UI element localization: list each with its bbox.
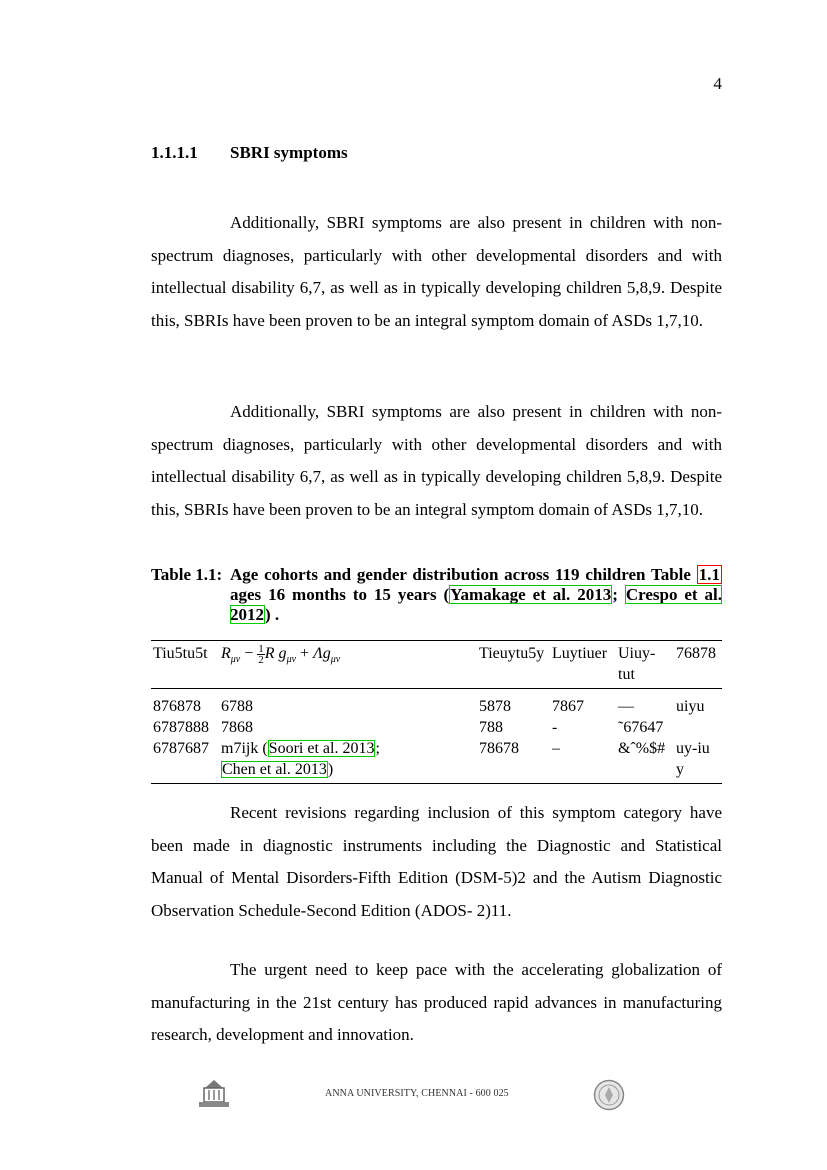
table-header-cell: 76878: [676, 645, 716, 662]
body-paragraph: Additionally, SBRI symptoms are also present in children with non-spectrum diagnoses, particularly with other developmental disorders and with intellectual disability 6,7, as well as in typically developing children 5,8,9. Despite this, SBRIs have been proven to be an integral symptom domain of ASDs 1,7,10.: [151, 213, 722, 330]
body-paragraph: Additionally, SBRI symptoms are also present in children with non-spectrum diagnoses, particularly with other developmental disorders and with intellectual disability 6,7, as well as in typically developing children 5,8,9. Despite this, SBRIs have been proven to be an integral symptom domain of ASDs 1,7,10.: [151, 402, 722, 519]
table-header-cell: Tieuytu5y: [479, 645, 545, 662]
citation-link[interactable]: Soori et al. 2013: [268, 740, 375, 757]
table-cell: &ˆ%$#: [618, 740, 666, 757]
section-title: SBRI symptoms: [230, 143, 348, 162]
table-row: [151, 689, 722, 718]
citation-link[interactable]: Crespo et al. 2012: [230, 585, 722, 624]
table-cell: -: [552, 719, 558, 736]
footer-institution: ANNA UNIVERSITY, CHENNAI - 600 025: [325, 1088, 509, 1099]
table-cell: 78678: [479, 740, 519, 757]
table-cell: 7868: [221, 719, 253, 736]
table-cell: uy-iuy: [676, 740, 710, 778]
table-cell: —: [618, 698, 634, 715]
table-cell: uiyu: [676, 698, 705, 715]
table-cell: 6787687: [153, 740, 209, 757]
table-header-cell: Uiuy-tut: [618, 645, 656, 683]
page-number: 4: [713, 74, 722, 93]
table-cell: 5878: [479, 698, 511, 715]
table-row: [151, 717, 722, 738]
citation-link[interactable]: Chen et al. 2013: [222, 761, 327, 778]
university-seal-icon: [593, 1079, 625, 1111]
table-cell: 7867: [552, 698, 584, 715]
table-cell: 6787888: [153, 719, 209, 736]
table-cell: 788: [479, 719, 503, 736]
table-row: [151, 738, 722, 784]
table-header-cell: Tiu5tu5t: [153, 645, 208, 662]
table-cell: –: [552, 740, 560, 757]
table-header-formula: $R_{\mu\nu}$ − $\frac{1}{2}$ R $g_{\mu\nu} + \Lambda g_{\mu\nu}$: [221, 642, 341, 666]
table-header-cell: Luytiuer: [552, 645, 608, 662]
section-number: 1.1.1.1: [151, 143, 198, 162]
table-cell: 6788: [221, 698, 253, 715]
university-emblem-icon: [195, 1078, 233, 1110]
body-paragraph: Recent revisions regarding inclusion of this symptom category have been made in diagnostic instruments including the Diagnostic and Statistical Manual of Mental Disorders-Fifth Edition (DSM-5)2 and the Autism Diagnostic Observation Schedule-Second Edition (ADOS- 2)11.: [151, 803, 722, 920]
table-cell: 876878: [153, 698, 201, 715]
citation-link[interactable]: Yamakage et al. 2013: [450, 585, 612, 604]
table-ref-link[interactable]: 1.1: [698, 565, 720, 584]
data-table: [151, 640, 722, 784]
table-cell: [674, 717, 722, 738]
table-cell: ˜67647: [618, 719, 664, 736]
section-heading: [151, 143, 348, 163]
table-caption-label: Table 1.1:: [151, 565, 223, 584]
table-header-row: [151, 641, 722, 689]
page-footer: [195, 1078, 625, 1112]
body-paragraph: The urgent need to keep pace with the accelerating globalization of manufacturing in the 21st century has produced rapid advances in manufacturing research, development and innovation.: [151, 960, 722, 1045]
table-cell: m7ijk (Soori et al. 2013; Chen et al. 2013): [221, 740, 380, 778]
table-caption: Table 1.1: Age cohorts and gender distribution across 119 children Table 1.1 ages 16 months to 15 years (Yamakage et al. 2013; Crespo et al. 2012) .: [151, 565, 722, 624]
